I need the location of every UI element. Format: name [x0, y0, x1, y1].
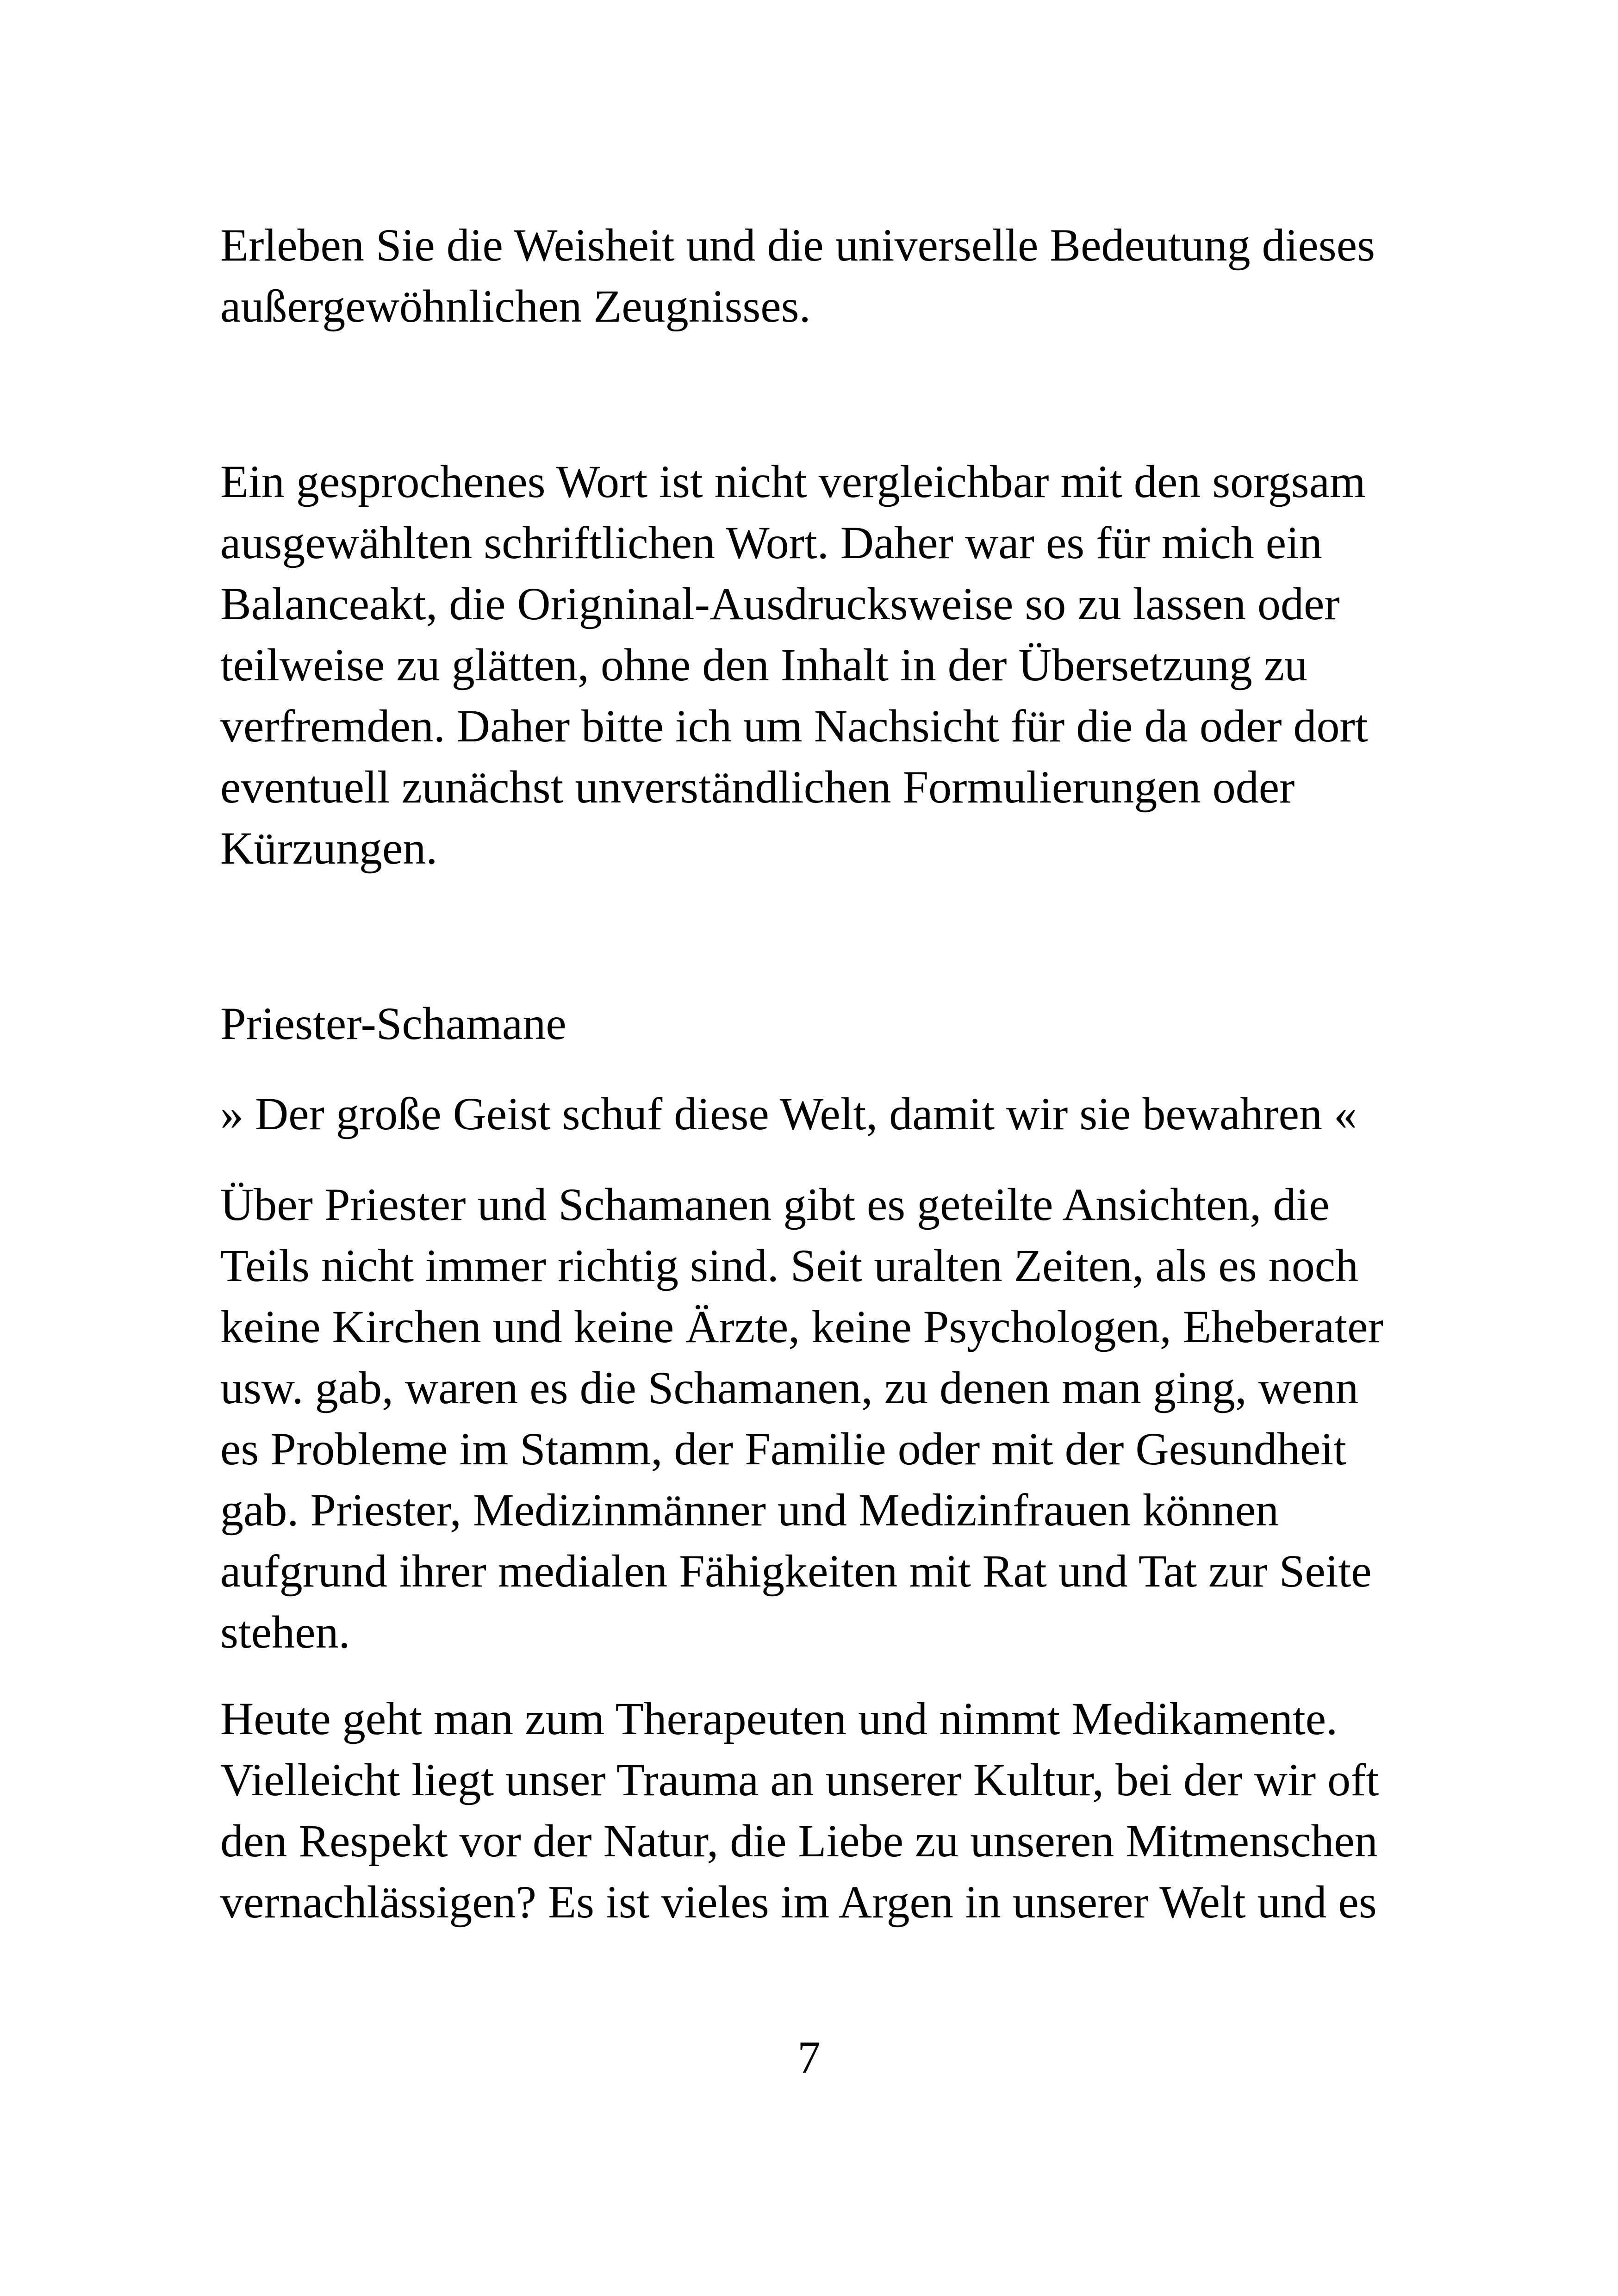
intro-paragraph: Erleben Sie die Weisheit und die universelle Bedeutung dieses außergewöhnlichen Zeugnisses. [220, 219, 1375, 332]
quote-paragraph: » Der große Geist schuf diese Welt, damit wir sie bewahren « [220, 1088, 1357, 1139]
section-heading: Priester-Schamane [220, 998, 566, 1049]
translation-note-paragraph: Ein gesprochenes Wort ist nicht vergleichbar mit den sorgsam ausgewählten schriftlichen Wort. Daher war es für mich ein Balanceakt, die Origninal-Ausdrucksweise so zu lassen oder teilweise zu glätten, ohne den Inhalt in der Übersetzung zu verfremden. Daher bitte ich um Nachsicht für die da oder dort eventuell zunächst unverständlichen Formulierungen oder Kürzungen. [220, 456, 1368, 874]
today-paragraph: Heute geht man zum Therapeuten und nimmt Medikamente. Vielleicht liegt unser Trauma an unserer Kultur, bei der wir oft den Respekt vor der Natur, die Liebe zu unseren Mitmenschen vernachlässigen? Es ist vieles im Argen in unserer Welt und es [220, 1693, 1379, 1928]
priests-paragraph: Über Priester und Schamanen gibt es geteilte Ansichten, die Teils nicht immer richtig sind. Seit uralten Zeiten, als es noch keine Kirchen und keine Ärzte, keine Psychologen, Eheberater usw. gab, waren es die Schamanen, zu denen man ging, wenn es Probleme im Stamm, der Familie oder mit der Gesundheit gab. Priester, Medizinmänner und Medizinfrauen können aufgrund ihrer medialen Fähigkeiten mit Rat und Tat zur Seite stehen. [220, 1179, 1383, 1658]
page-number: 7 [797, 2032, 821, 2083]
